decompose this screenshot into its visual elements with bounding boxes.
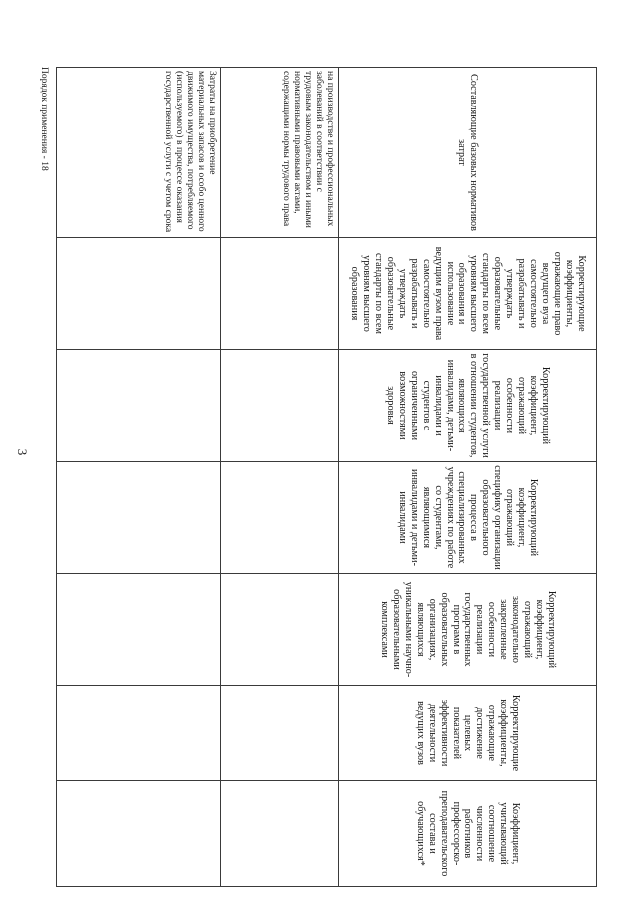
- table-header-row: [339, 68, 597, 887]
- coefficients-table: [56, 67, 597, 887]
- header-cost-components: Составляющие базовых нормативов затрат: [339, 68, 597, 238]
- empty-cell: [221, 462, 339, 574]
- table-row: [57, 68, 221, 887]
- header-standards-coefficient: Корректирующие коэффициенты, отражающие право ведущего вуза самостоятельно разрабатывать и утверждать образовательные стандарты по всем уровням высшего образования и использование ведущим вузом права самостоятельно разрабатывать и утверждать образовательные стандарты по всем уровням высшего образования: [339, 238, 597, 350]
- header-specialized-coefficient: Корректирующий коэффициент, отражающий специфику организации образовательного процесса в специализированных учреждениях по работе со студентами, являющимися инвалидами и детьми-инвалидами: [339, 462, 597, 574]
- empty-cell: [57, 574, 221, 686]
- page-number: 3: [15, 448, 30, 456]
- empty-cell: [221, 350, 339, 462]
- header-efficiency-coefficient: Корректирующие коэффициенты, отражающие достижение целевых показателей эффективности деятельности ведущих вузов: [339, 686, 597, 781]
- empty-cell: [57, 350, 221, 462]
- empty-cell: [57, 238, 221, 350]
- empty-cell: [57, 686, 221, 781]
- empty-cell: [221, 781, 339, 887]
- empty-cell: [221, 686, 339, 781]
- row-material-stock-costs: Затраты на приобретение материальных запасов и особо ценного движимого имущества, потребляемого (используемого) в процессе оказания государственной услуги с учетом срока: [57, 68, 221, 238]
- page-footer: Порядок применения - 18: [39, 67, 49, 171]
- rotated-table-sheet: [39, 67, 597, 886]
- empty-cell: [221, 238, 339, 350]
- empty-cell: [221, 574, 339, 686]
- table-row: [221, 68, 339, 887]
- header-staff-ratio-coefficient: Коэффициент, учитывающий соотношение численности работников профессорско-преподавательского состава и обучающихся*: [339, 781, 597, 887]
- row-labour-safety-costs: на производстве и профессиональных заболеваний в соответствии с трудовым законодательством и иными нормативными правовыми актами, содержащими нормы трудового права: [221, 68, 339, 238]
- header-disability-coefficient: Корректирующий коэффициент, отражающий особенности реализации государственной услуги в отношении студентов, являющихся инвалидами, детьми-инвалидами и студентов с ограниченными возможностями здоровья: [339, 350, 597, 462]
- header-complexes-coefficient: Корректирующий коэффициент, отражающий законодательно закрепленные особенности реализации государственных программ в образовательных организациях, являющихся уникальными научно-образовательными комплексами: [339, 574, 597, 686]
- empty-cell: [57, 781, 221, 887]
- empty-cell: [57, 462, 221, 574]
